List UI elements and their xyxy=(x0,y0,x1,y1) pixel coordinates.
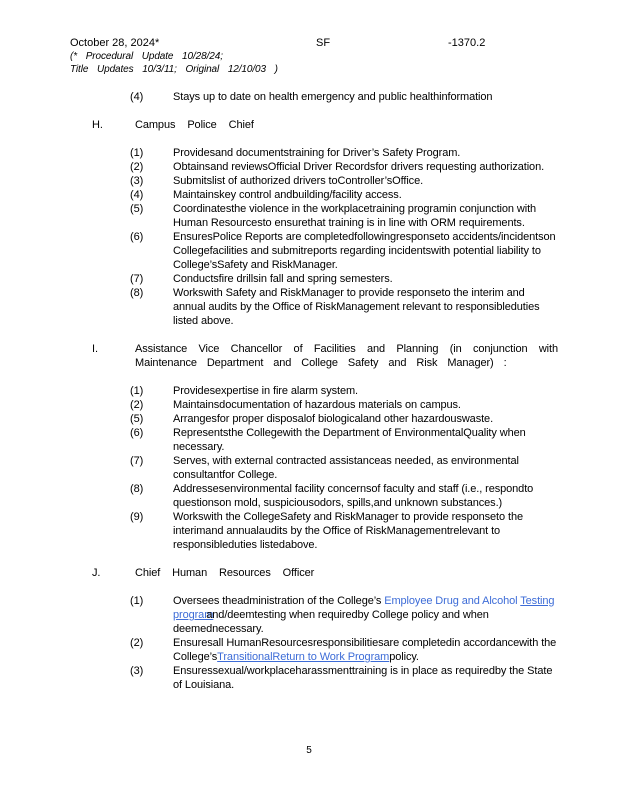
header-revision-note-line1: (* Procedural Update 10/28/24; xyxy=(70,51,223,62)
list-item xyxy=(92,482,558,510)
item-text: Maintainsdocumentation of hazardous materials on campus. xyxy=(173,399,461,411)
item-text: Workswith the CollegeSafety and RiskManager to provide responseto the interimand annualaudits by the Office of RiskManagementrelevant to responsibleduties listedabove. xyxy=(173,511,523,551)
item-number: (2) xyxy=(130,637,144,649)
section-heading xyxy=(92,342,558,370)
section-label: H. xyxy=(92,119,103,131)
list-item xyxy=(92,146,558,160)
item-text: Serves, with external contracted assistanceas needed, as environmental consultantfor College. xyxy=(173,455,519,481)
item-number: (1) xyxy=(130,385,144,397)
item-number: (7) xyxy=(130,273,144,285)
item-text: Conductsfire drillsin fall and spring semesters. xyxy=(173,273,393,285)
section-items xyxy=(92,594,558,692)
item-text xyxy=(173,594,558,636)
item-number: (5) xyxy=(130,203,144,215)
item-text: Obtainsand reviewsOfficial Driver Recordsfor drivers requesting authorization. xyxy=(173,161,545,173)
link-text-line1: Employee Drug and Alcohol xyxy=(384,595,518,607)
item-text: Workswith Safety and RiskManager to provide responseto the interim and annual audits by the Office of RiskManagement relevant to responsibleduties listed above. xyxy=(173,287,540,327)
item-text: Arrangesfor proper disposalof biologicaland other hazardouswaste. xyxy=(173,413,494,425)
section-items xyxy=(92,384,558,552)
item-text: Addressesenvironmental facility concernsof faculty and staff (i.e., respondto questionson mold, suspiciousodors, spills,and unknown substances.) xyxy=(173,483,534,509)
item-number: (1) xyxy=(130,147,144,159)
header-date: October 28, 2024* xyxy=(70,37,160,49)
section-campus-police-chief xyxy=(92,118,558,328)
item-text: EnsuresPolice Reports are completedfollowingresponseto accidents/incidentson Collegefacilities and submitreports regarding incidentswith potential liability to College’sSafety and RiskManager. xyxy=(173,231,556,271)
item-number: (9) xyxy=(130,511,144,523)
list-item xyxy=(92,426,558,454)
item-number: (5) xyxy=(130,413,144,425)
link-text-line2: Testing program xyxy=(173,595,555,621)
item-text-segment: Oversees theadministration of the College’s xyxy=(173,595,385,607)
item-number: (2) xyxy=(130,399,144,411)
item-text-segment: testing when requiredby College policy and when deemednecessary. xyxy=(173,609,489,635)
section-heading xyxy=(92,118,558,132)
item-number: (8) xyxy=(130,287,144,299)
list-item xyxy=(92,664,558,692)
list-item xyxy=(92,454,558,482)
item-text: Coordinatesthe violence in the workplacetraining programin conjunction with Human Resourcesto ensurethat training is in line with ORM requirements. xyxy=(173,203,537,229)
item-number: (4) xyxy=(130,91,144,103)
document-body xyxy=(92,90,558,692)
item-text: Providesexpertise in fire alarm system. xyxy=(173,385,358,397)
item-number: (6) xyxy=(130,231,144,243)
section-label: I. xyxy=(92,343,98,355)
item-text: Representsthe Collegewith the Department of EnvironmentalQuality when necessary. xyxy=(173,427,526,453)
list-item xyxy=(92,384,558,398)
item-number: (3) xyxy=(130,665,144,677)
header-revision-note-line2: Title Updates 10/3/11; Original 12/10/03 ) xyxy=(70,64,278,75)
section-title: Campus Police Chief xyxy=(135,119,254,131)
list-item xyxy=(92,202,558,230)
item-text xyxy=(173,636,558,664)
item-number: (8) xyxy=(130,483,144,495)
document-header xyxy=(70,36,568,76)
overlapping-text: and/deem xyxy=(206,609,255,621)
section-items xyxy=(92,146,558,328)
item-number: (4) xyxy=(130,189,144,201)
list-item xyxy=(92,188,558,202)
transitional-return-to-work-program-link[interactable] xyxy=(217,651,389,663)
document-footer xyxy=(0,745,618,756)
item-number: (2) xyxy=(130,161,144,173)
list-item xyxy=(92,230,558,272)
item-text-segment: policy. xyxy=(389,651,419,663)
list-item xyxy=(92,510,558,552)
list-item xyxy=(92,286,558,328)
section-assistance-vice-chancellor xyxy=(92,342,558,552)
section-heading xyxy=(92,566,558,580)
list-item xyxy=(92,90,558,104)
list-item xyxy=(92,398,558,412)
page-number: 5 xyxy=(306,745,312,756)
section-chief-human-resources-officer xyxy=(92,566,558,692)
list-item xyxy=(92,412,558,426)
header-line xyxy=(70,36,568,50)
section-title: Assistance Vice Chancellor of Facilities and Planning (in conjunction with Maintenance Department and College Safety and Risk Manager) : xyxy=(135,343,558,369)
list-item xyxy=(92,636,558,664)
list-item xyxy=(92,160,558,174)
list-item xyxy=(92,272,558,286)
item-number: (6) xyxy=(130,427,144,439)
item-text: Maintainskey control andbuilding/facility access. xyxy=(173,189,402,201)
item-text: Stays up to date on health emergency and public healthinformation xyxy=(173,91,493,103)
link-text: TransitionalReturn to Work Program xyxy=(217,651,390,663)
item-number: (1) xyxy=(130,595,144,607)
item-text: Submitslist of authorized drivers toController’sOffice. xyxy=(173,175,424,187)
list-item xyxy=(92,594,558,636)
item-number: (7) xyxy=(130,455,144,467)
section-title: Chief Human Resources Officer xyxy=(135,567,315,579)
item-text: Providesand documentstraining for Driver’s Safety Program. xyxy=(173,147,461,159)
item-text: Ensuressexual/workplaceharassmenttraining is in place as requiredby the State of Louisiana. xyxy=(173,665,553,691)
header-policy-number: -1370.2 xyxy=(448,37,486,49)
section-label: J. xyxy=(92,567,101,579)
header-section-code: SF xyxy=(316,37,331,49)
item-text-segment: Ensuresall HumanResourcesresponsibilitiesare completedin accordancewith the College’s xyxy=(173,637,557,663)
list-item xyxy=(92,174,558,188)
item-number: (3) xyxy=(130,175,144,187)
